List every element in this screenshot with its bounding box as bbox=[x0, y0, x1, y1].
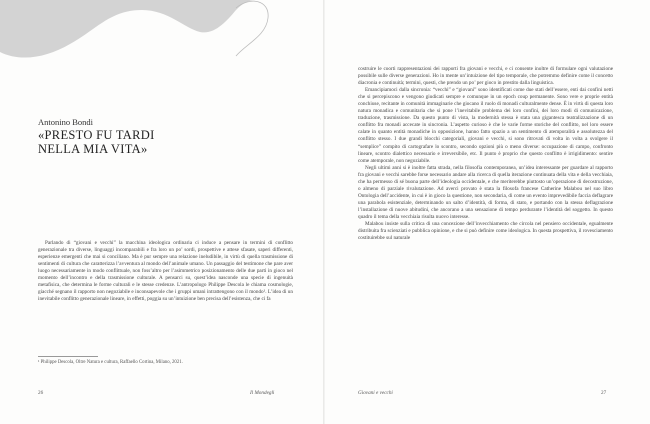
left-paragraph: Parlando di “giovani e vecchi” la macchina ideologica ordinaria ci induce a pensare in termini di conflitto generazionale tra diverse, linguaggi incomparabili e fra loro un po’ sordi, prospettive e attese sfasate, saperi differenti, esperienze emergenti che mai si conciliano. Ma è pur sempre una relazione ineludibile, in virtù di quella trasmissione di sentimenti di cultura che caratterizza l’avventura al mondo dell’animale umano. Un passaggio del testimone che pare aver luogo necessariamente in modo conflittuale, non foss’altro per l’asimmetrico posizionamento delle due parti in gioco nel momento dell’incontro e della trasmissione culturale. A pensarci su, quest’idea nasconde una specie di ingenuità metafisica, che determina le forme culturali e le stesse credenze. L’antropologo Philippe Descola le chiama cosmologie, giacché segnano il rapporto non negoziabile e inconsapevole che i gruppi umani intrattengono con il mondo¹. L’idea di un inevitabile conflitto generazionale lineare, in effetti, poggia su un’intuizione ben precisa dell’esistenza, che ci fa bbox=[38, 240, 293, 303]
right-paragraph-4: Malabou insiste sulla critica di una concezione dell’invecchiamento che circola nel pensiero occidentale, egualmente distribuita fra scienziati e pubblica opinione, e che si può definire come ideologica. In questa prospettiva, il rovesciamento costituirebbe sul naturale bbox=[358, 221, 613, 242]
right-page-body bbox=[358, 66, 613, 242]
author-name: Antonino Bondi bbox=[38, 117, 94, 127]
right-paragraph-2: Emancipiamoci dalla sincronia: “vecchi” e “giovani” sono identificati come due stati dell’essere, enti dai confini netti che si percepiscono e vengono giudicati sempre e comunque in un epoch coup permanente. Sono vere e proprie entità conchiuse, recitante in comunità immaginarie che giocano il ruolo di monadi culturalmente dense. È in virtù di questa loro natura monadica e comunitaria che si pone l’inevitabile problema dei loro confini, dei loro modi di comunicazione, traduzione, trasmissione. Da questo punto di vista, la modernità stessa è stata una gigantesca teatralizzazione di un conflitto fra monadi accecate in sincronia. L’aspetto curioso è che le varie forme storiche del conflitto, nel loro essere calate in quanto entità monadiche in opposizione, hanno fatto spazio a un sentimento di atemporalità e assolutezza del conflitto stesso. I due grandi blocchi categoriali, giovani e vecchi, si sono ritrovati di volta in volta a svolgere il “semplice” compito di cartografare lo scontro, secondo opzioni più o meno diverse: occupazione di campo, confronto lineare, scontro dialettico necessario e irreversibile, etc. Il punto è proprio che questo conflitto è irrigidimento: sentire come atemporale, non negoziabile. bbox=[358, 87, 613, 164]
chapter-title-line-2: NELLA MIA VITA» bbox=[38, 142, 148, 156]
left-running-head: Il Mondegli bbox=[250, 390, 275, 396]
right-paragraph-1: costruire le coorti rappresentazioni dei rapporti fra giovani e vecchi, e ci consente inoltre di formulare ogni valutazione possibile sulle diverse generazioni. Ho in mente un’intuizione del tipo temporale, che potremmo definire come il concetto diacronia e continuità; termini, questi, che prendo un po’ per gioco in prestito dalla linguistica. bbox=[358, 66, 613, 87]
chapter-title bbox=[38, 128, 198, 156]
footnote-rule bbox=[38, 356, 98, 357]
right-running-head: Giovani e vecchi bbox=[358, 390, 393, 396]
book-gutter bbox=[323, 0, 325, 424]
decorative-wave-shape bbox=[0, 0, 323, 80]
footnote: ¹ Philippe Descola, Oltre Natura e cultura, Raffaello Cortina, Milano, 2021. bbox=[38, 360, 183, 365]
left-page-number: 26 bbox=[38, 390, 44, 396]
left-page-body bbox=[38, 240, 293, 303]
chapter-title-line-1: «PRESTO FU TARDI bbox=[38, 128, 155, 142]
right-page-number: 27 bbox=[601, 390, 607, 396]
right-paragraph-3: Negli ultimi anni si è inoltre fatta strada, nella filosofia contemporanea, un’idea interessante per guardare al rapporto fra giovani e vecchi sarebbe forse necessario andare alla ricerca di quella iterazione continuata della vita e della vecchiaia, che ha permesso di sé buona parte dell’ideologia occidentale, e che meriterebbe piuttosto un’operazione di decostruzione, o almeno di parziale rivalutazione. Ad averci provato è stata la filosofa francese Catherine Malabou nel suo libro Ontologia dell’accidente, in cui è in gioco la questione, non secondaria, di come un evento imprevedibile faccia deflagrare una parabola esistenziale, determinando un salto d’identità, di forma, di stato, e portando con la stessa deflagrazione l’installazione di nuove abitudini, che ancorano a una sensazione di tempo perdurante l’identità del soggetto. In questo quadro il tema della vecchiaia risulta nuovo interesse. bbox=[358, 164, 613, 220]
